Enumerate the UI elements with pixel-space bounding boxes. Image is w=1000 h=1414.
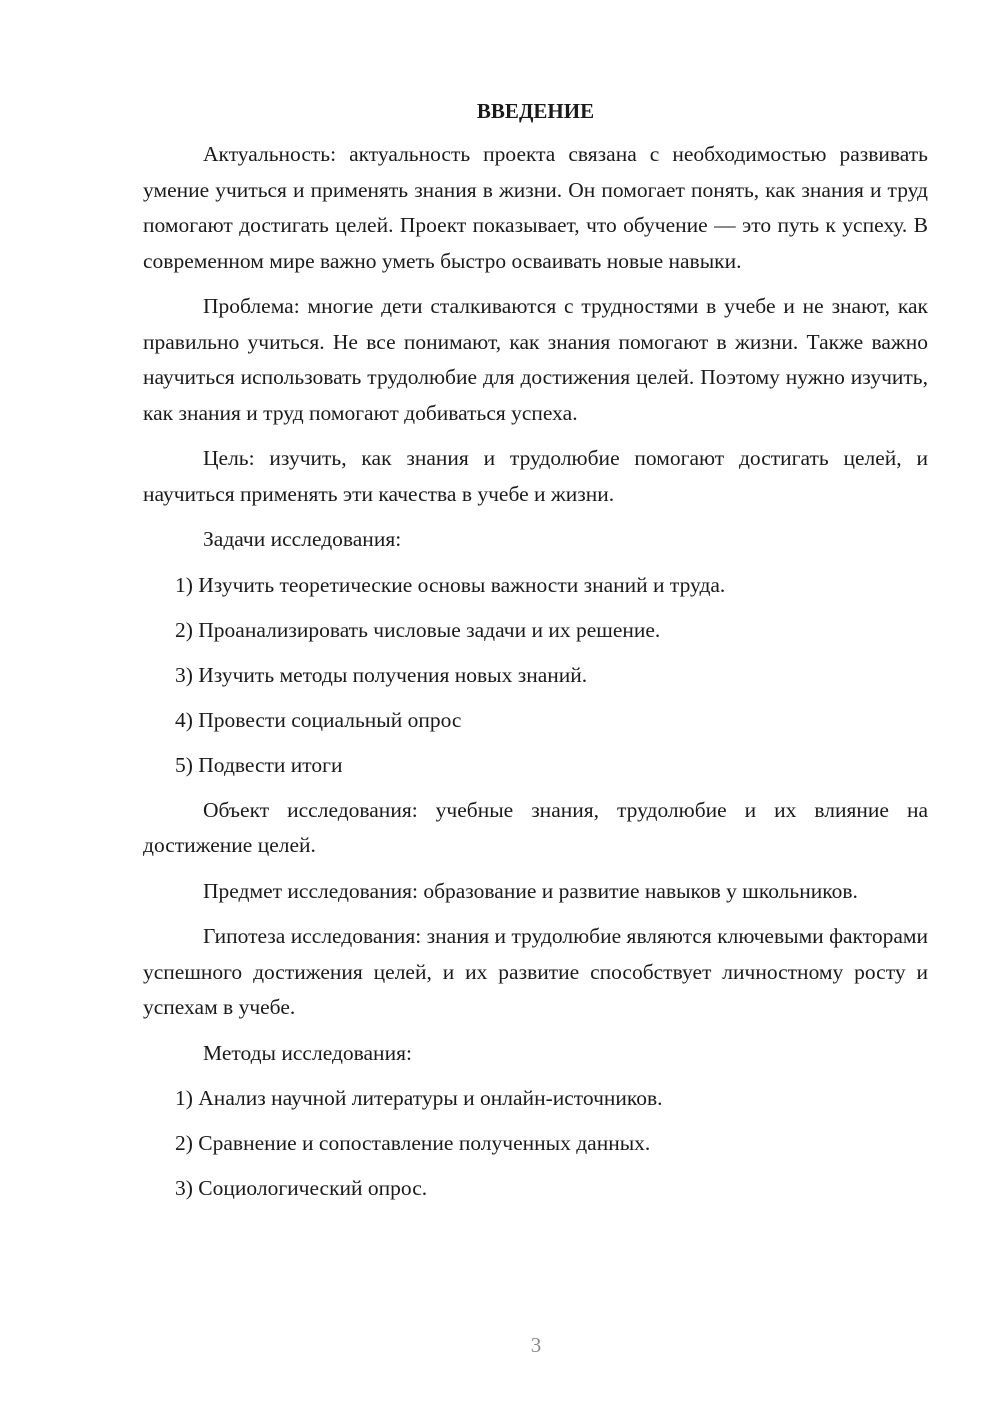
subject-paragraph: Предмет исследования: образование и развитие навыков у школьников.: [203, 878, 858, 903]
list-item: 2) Сравнение и сопоставление полученных данных.: [175, 1131, 651, 1155]
list-item: 4) Провести социальный опрос: [175, 707, 462, 732]
goal-paragraph: Цель: изучить, как знания и трудолюбие помогают достигать целей, и научиться применять эти качества в учебе и жизни.: [143, 446, 928, 506]
section-heading: ВВЕДЕНИЕ: [476, 99, 595, 123]
list-item: 1) Изучить теоретические основы важности знаний и труда.: [175, 572, 726, 597]
page-number: 3: [530, 1333, 542, 1357]
hypothesis-paragraph: Гипотеза исследования: знания и трудолюбие являются ключевыми факторами успешного достижения целей, и их развитие способствует личностному росту и успехам в учебе.: [143, 924, 928, 1019]
list-item: 5) Подвести итоги: [175, 752, 343, 777]
document-page: [143, 96, 928, 1216]
list-item: 3) Изучить методы получения новых знаний.: [175, 662, 588, 687]
methods-list: [143, 1081, 928, 1207]
list-item: 1) Анализ научной литературы и онлайн-источников.: [175, 1086, 663, 1110]
object-paragraph: Объект исследования: учебные знания, трудолюбие и их влияние на достижение целей.: [143, 797, 928, 857]
tasks-list: [143, 568, 928, 784]
problem-paragraph: Проблема: многие дети сталкиваются с трудностями в учебе и не знают, как правильно учиться. Не все понимают, как знания помогают в жизни. Также важно научиться использовать трудолюбие для достижения целей. Поэтому нужно изучить, как знания и труд помогают добиваться успеха.: [143, 294, 928, 425]
list-item: 2) Проанализировать числовые задачи и их решение.: [175, 617, 661, 642]
methods-title: Методы исследования:: [203, 1040, 412, 1065]
tasks-title: Задачи исследования:: [203, 527, 402, 551]
list-item: 3) Социологический опрос.: [175, 1176, 428, 1200]
relevance-paragraph: Актуальность: актуальность проекта связана с необходимостью развивать умение учиться и применять знания в жизни. Он помогает понять, как знания и труд помогают достигать целей. Проект показывает, что обучение — это путь к успеху. В современном мире важно уметь быстро осваивать новые навыки.: [143, 142, 928, 273]
